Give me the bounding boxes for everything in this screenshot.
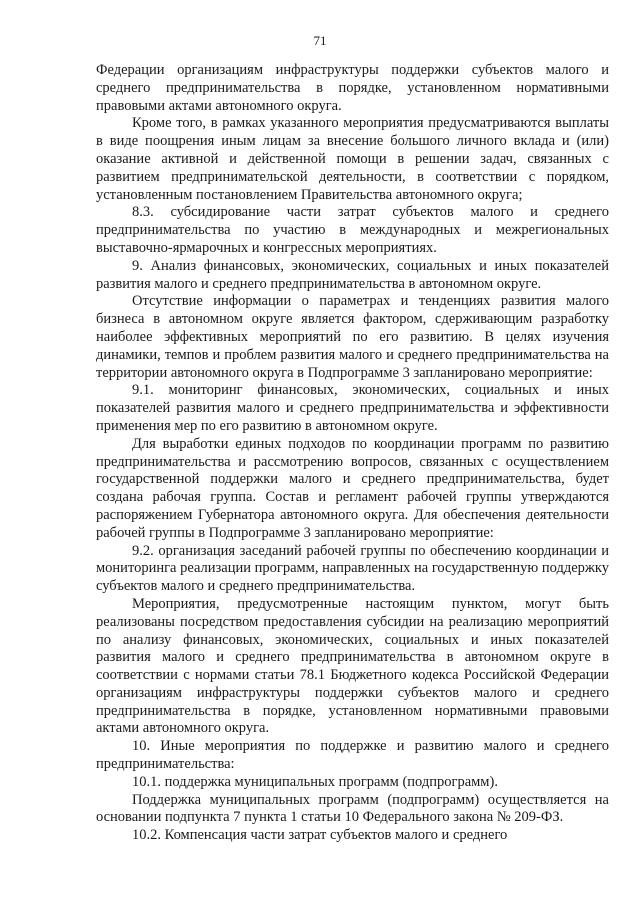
paragraph-lack-of-information: Отсутствие информации о параметрах и тенденциях развития малого бизнеса в автономном округе является фактором, сдерживающим разработку наиболее эффективных мероприятий по его развитию. В целях изучения динамики, темпов и проблем развития малого и среднего предпринимательства на территории автономного округа в Подпрограмме 3 запланировано мероприятие: xyxy=(96,293,609,381)
document-body xyxy=(96,62,609,845)
paragraph-incentive-payments: Кроме того, в рамках указанного мероприятия предусматриваются выплаты в виде поощрения иным лицам за внесение большого личного вклада и (или) оказание активной и действенной помощи в решении задач, связанных с развитием предпринимательской деятельности, в соответствии с порядком, установленным постановлением Правительства автономного округа; xyxy=(96,115,609,203)
paragraph-municipal-support: Поддержка муниципальных программ (подпрограмм) осуществляется на основании подпункта 7 пункта 1 статьи 10 Федерального закона № 209-ФЗ. xyxy=(96,791,609,826)
paragraph-item-9-2: 9.2. организация заседаний рабочей группы по обеспечению координации и мониторинга реализации программ, направленных на государственную поддержку субъектов малого и среднего предпринимательства. xyxy=(96,542,610,595)
paragraph-federation-continuation: Федерации организациям инфраструктуры поддержки субъектов малого и среднего предпринимательства в порядке, установленном нормативными правовыми актами автономного округа. xyxy=(96,62,609,114)
paragraph-item-9-1: 9.1. мониторинг финансовых, экономических, социальных и иных показателей развития малого и среднего предпринимательства и эффективности применения мер по его развитию в автономном округе. xyxy=(96,382,609,434)
page-number: 71 xyxy=(313,33,327,48)
paragraph-item-10-2: 10.2. Компенсация части затрат субъектов малого и среднего xyxy=(132,827,508,844)
paragraph-item-8-3: 8.3. субсидирование части затрат субъектов малого и среднего предпринимательства по участию в международных и межрегиональных выставочно-ярмарочных и конгрессных мероприятиях. xyxy=(96,204,609,256)
paragraph-working-group: Для выработки единых подходов по координации программ по развитию предпринимательства и рассмотрению вопросов, связанных с осуществлением государственной поддержки малого и среднего предпринимательства, будет создана рабочая группа. Состав и регламент рабочей группы утверждаются распоряжением Губернатора автономного округа. Для обеспечения деятельности рабочей группы в Подпрограмме 3 запланировано мероприятие: xyxy=(96,435,609,541)
paragraph-measures-subsidy: Мероприятия, предусмотренные настоящим пунктом, могут быть реализованы посредством предоставления субсидии на реализацию мероприятий по анализу финансовых, экономических, социальных и иных показателей развития малого и среднего предпринимательства в автономном округе в соответствии с нормами статьи 78.1 Бюджетного кодекса Российской Федерации организациям инфраструктуры поддержки субъектов малого и среднего предпринимательства в порядке, установленном нормативными правовыми актами автономного округа. xyxy=(96,595,609,737)
paragraph-item-9: 9. Анализ финансовых, экономических, социальных и иных показателей развития малого и среднего предпринимательства в автономном округе. xyxy=(96,257,609,292)
paragraph-item-10-1: 10.1. поддержка муниципальных программ (подпрограмм). xyxy=(132,773,498,790)
paragraph-item-10: 10. Иные мероприятия по поддержке и развитию малого и среднего предпринимательства: xyxy=(96,738,609,773)
